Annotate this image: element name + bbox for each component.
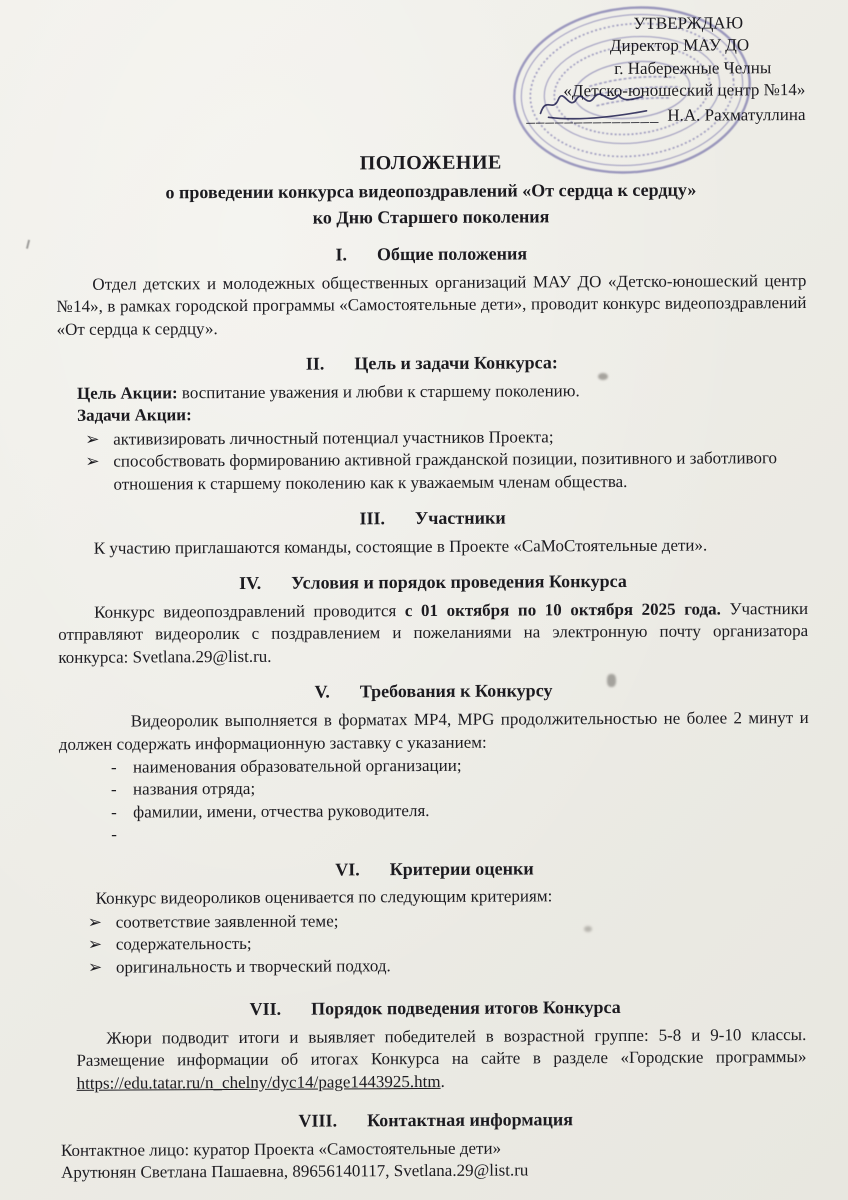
section-paragraph: К участию приглашаются команды, состоящие в Проекте «СаМоСтоятельные дети». — [93, 535, 708, 558]
section-heading — [59, 856, 809, 884]
results-url-link: https://edu.tatar.ru/n_chelny/dyc14/page1443925.htm — [76, 1071, 441, 1093]
arrow-bullet-icon: ➢ — [87, 912, 103, 932]
contact-details-line: Арутюнян Светлана Пашаевна, 89656140117, Svetlana.29@list.ru — [60, 1160, 529, 1183]
section-title: Контактная информация — [366, 1109, 574, 1131]
section-results — [60, 995, 810, 1095]
section-number: VI. — [335, 859, 360, 880]
list-item-text: фамилии, имени, отчества руководителя. — [133, 800, 430, 822]
tasks-label-line — [77, 401, 807, 427]
goal-label: Цель Акции: — [76, 383, 178, 403]
section-contacts — [61, 1107, 811, 1185]
section-title: Критерии оценки — [389, 858, 534, 879]
title-block — [56, 148, 806, 232]
document-subtitle-1: о проведении конкурса видеопоздравлений «От сердца к сердцу» — [165, 179, 697, 202]
section-number: II. — [305, 353, 325, 374]
section-title: Цель и задачи Конкурса: — [354, 352, 558, 374]
approval-block — [55, 12, 806, 130]
dash-bullet-icon: - — [110, 780, 117, 800]
section-title: Порядок подведения итогов Конкурса — [311, 997, 621, 1019]
list-item — [111, 820, 809, 846]
section-title: Требования к Конкурсу — [359, 680, 553, 702]
signatory-name: Н.А. Рахматуллина — [667, 104, 806, 125]
arrow-bullet-icon: ➢ — [85, 451, 100, 471]
section-number: VII. — [249, 998, 282, 1020]
section-heading — [57, 350, 807, 378]
list-item-text: соответствие заявленной теме; — [115, 911, 339, 932]
section-paragraph: Видеоролик выполняется в форматах MP4, MPG продолжительностью не более 2 минут и должен содержать информационную заставку с указанием: — [58, 708, 809, 754]
dash-bullet-icon: - — [110, 757, 117, 777]
paragraph-text: . — [267, 646, 272, 666]
goal-text: воспитание уважения и любви к старшему поколению. — [177, 381, 580, 403]
section-number: III. — [359, 508, 386, 529]
tasks-list — [85, 425, 807, 496]
arrow-bullet-icon: ➢ — [87, 935, 103, 955]
signature-line: ______________ — [526, 105, 660, 126]
section-number: VIII. — [298, 1110, 338, 1131]
dash-bullet-icon: - — [111, 802, 117, 822]
approval-line: «Детско-юношеский центр №14» — [563, 80, 806, 101]
paragraph-text: Жюри подводит итоги и выявляет победителей в возрастной группе: 5-8 и 9-10 классы. Размещение информации об итогах Конкурса на сайте в разделе «Городские программы» — [76, 1024, 807, 1071]
paragraph-text: Участники отправляют видеоролик с поздравлением и пожеланиями на электронную почту организатора конкурса: — [58, 599, 809, 667]
paragraph-text: . — [440, 1071, 445, 1091]
section-paragraph — [58, 598, 808, 669]
section-participants — [58, 505, 808, 560]
section-paragraph: Отдел детских и молодежных общественных организаций МАУ ДО «Детско-юношеский центр №14», в рамках городской программы «Самостоятельные дети», проводит конкурс видеопоздравлений «От сердца к сердцу». — [56, 270, 807, 339]
section-heading — [58, 505, 808, 533]
section-criteria — [59, 856, 810, 979]
document-title: ПОЛОЖЕНИЕ — [359, 151, 502, 175]
list-item-text: наименования образовательной организации; — [132, 755, 462, 777]
section-heading — [58, 678, 808, 706]
list-item — [85, 447, 807, 496]
signature-area — [526, 105, 659, 128]
document-subtitle-2: ко Дню Старшего поколения — [312, 206, 550, 228]
approval-line: г. Набережные Челны — [614, 58, 772, 78]
section-title: Общие положения — [376, 243, 528, 265]
list-item-text: названия отряда; — [132, 779, 256, 799]
section-number: V. — [314, 681, 330, 702]
dash-bullet-icon: - — [111, 824, 117, 844]
signature-row — [55, 104, 805, 130]
list-item-text: способствовать формированию активной гражданской позиции, позитивного и заботливого отношения к старшему поколению как к уважаемым членам общества. — [113, 448, 778, 494]
section-heading — [56, 241, 806, 269]
approval-line: УТВЕРЖДАЮ — [633, 13, 744, 33]
section-heading — [60, 995, 810, 1023]
list-item-text: оригинальность и творческий подход. — [115, 955, 391, 977]
tasks-label: Задачи Акции: — [77, 405, 192, 426]
section-title: Условия и порядок проведения Конкурса — [291, 571, 627, 593]
section-requirements — [58, 678, 809, 846]
dates-bold: с 01 октября по 10 октября 2025 года. — [404, 599, 721, 621]
section-paragraph: Конкурс видеороликов оценивается по следующим критериям: — [95, 886, 553, 909]
approval-line: Директор МАУ ДО — [609, 35, 750, 56]
section-paragraph — [76, 1024, 806, 1095]
arrow-bullet-icon: ➢ — [87, 957, 103, 977]
section-number: I. — [335, 244, 347, 265]
list-item-text: содержательность; — [115, 934, 252, 954]
section-conditions — [58, 569, 808, 669]
section-number: IV. — [239, 573, 262, 594]
list-item-text: активизировать личностный потенциал участников Проекта; — [113, 427, 554, 449]
contact-person-line: Контактное лицо: куратор Проекта «Самостоятельные дети» — [60, 1138, 502, 1160]
section-heading — [58, 569, 808, 597]
requirements-list — [111, 753, 809, 846]
section-general — [56, 241, 806, 341]
criteria-list — [88, 908, 810, 979]
paragraph-text: Конкурс видеопоздравлений проводится — [94, 601, 405, 622]
arrow-bullet-icon: ➢ — [85, 429, 100, 449]
list-item — [88, 953, 810, 979]
section-title: Участники — [414, 507, 506, 529]
section-heading — [61, 1107, 811, 1135]
section-goals — [57, 350, 808, 496]
email-text: Svetlana.29@list.ru — [132, 646, 268, 667]
